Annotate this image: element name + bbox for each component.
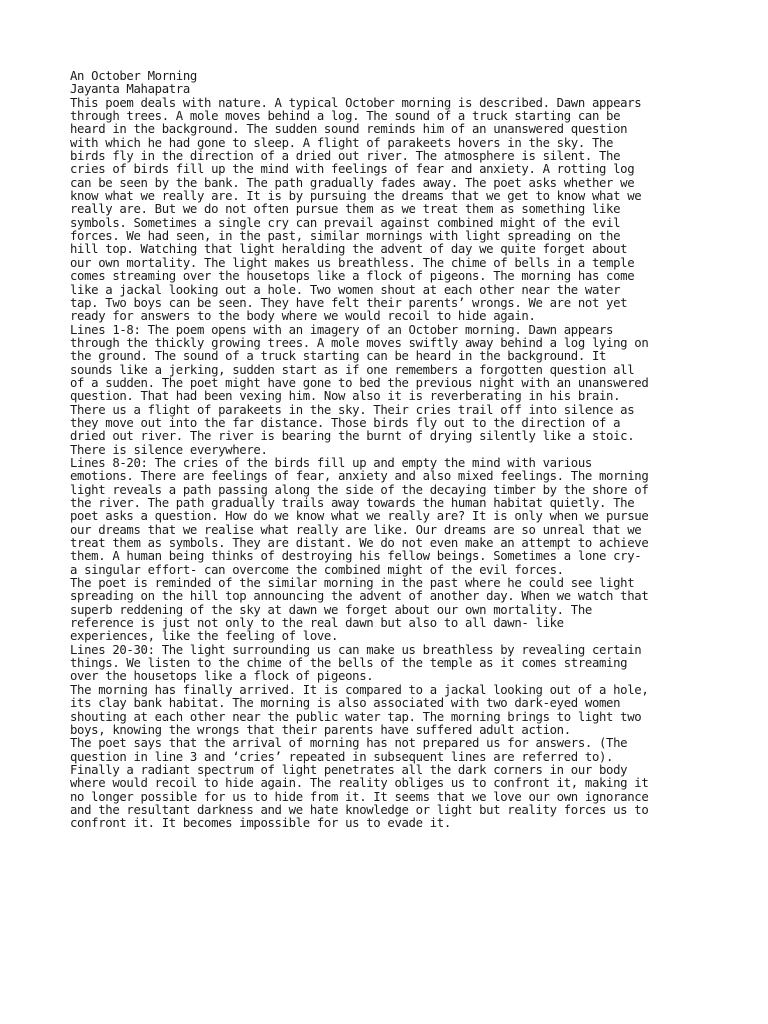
body-text-line: Lines 1-8: The poem opens with an imagery of an October morning. Dawn appears xyxy=(70,322,614,337)
body-text-line: a singular effort- can overcome the combined might of the evil forces. xyxy=(70,562,564,577)
body-text-line: Lines 8-20: The cries of the birds fill up and empty the mind with various xyxy=(70,455,592,470)
document-body xyxy=(70,97,760,831)
body-text-line: tap. Two boys can be seen. They have felt their parents’ wrongs. We are not yet xyxy=(70,295,628,310)
body-text-line: and the resultant darkness and we hate knowledge or light but reality forces us to xyxy=(70,802,649,817)
body-text-line: can be seen by the bank. The path gradually fades away. The poet asks whether we xyxy=(70,175,635,190)
body-text-line: The poet says that the arrival of morning has not prepared us for answers. (The xyxy=(70,736,628,751)
body-text-line: spreading on the hill top announcing the advent of another day. When we watch that xyxy=(70,589,649,604)
body-text-line: question. That had been vexing him. Now also it is reverberating in his brain. xyxy=(70,389,621,404)
body-text-line: experiences, like the feeling of love. xyxy=(70,629,339,644)
body-text-line: forces. We had seen, in the past, similar mornings with light spreading on the xyxy=(70,229,621,244)
body-text-line: the ground. The sound of a truck starting can be heard in the background. It xyxy=(70,349,607,364)
body-text-line: no longer possible for us to hide from it. It seems that we love our own ignorance xyxy=(70,789,649,804)
body-text-line: light reveals a path passing along the side of the decaying timber by the shore of xyxy=(70,482,649,497)
body-text-line: heard in the background. The sudden sound reminds him of an unanswered question xyxy=(70,122,628,137)
body-text-line: birds fly in the direction of a dried out river. The atmosphere is silent. The xyxy=(70,149,621,164)
body-text-line: of a sudden. The poet might have gone to bed the previous night with an unanswered xyxy=(70,375,649,390)
body-text-line: dried out river. The river is bearing the burnt of drying silently like a stoic. xyxy=(70,429,635,444)
body-text-line: its clay bank habitat. The morning is also associated with two dark-eyed women xyxy=(70,696,621,711)
body-text-line: question in line 3 and ‘cries’ repeated in subsequent lines are referred to). xyxy=(70,749,614,764)
body-text-line: things. We listen to the chime of the bells of the temple as it comes streaming xyxy=(70,656,628,671)
body-text-line: There is silence everywhere. xyxy=(70,442,268,457)
body-text-line: really are. But we do not often pursue them as we treat them as something like xyxy=(70,202,621,217)
body-text-line: they move out into the far distance. Those birds fly out to the direction of a xyxy=(70,415,621,430)
body-text-line: emotions. There are feelings of fear, anxiety and also mixed feelings. The morning xyxy=(70,469,649,484)
document-page xyxy=(70,70,760,831)
body-text-line: There us a flight of parakeets in the sky. Their cries trail off into silence as xyxy=(70,402,635,417)
body-text-line: The poet is reminded of the similar morning in the past where he could see light xyxy=(70,576,635,591)
body-text-line: The morning has finally arrived. It is compared to a jackal looking out of a hole, xyxy=(70,682,649,697)
body-text-line: like a jackal looking out a hole. Two women shout at each other near the water xyxy=(70,282,621,297)
body-text-line: reference is just not only to the real dawn but also to all dawn- like xyxy=(70,616,564,631)
body-text-line: through the thickly growing trees. A mole moves swiftly away behind a log lying on xyxy=(70,335,649,350)
body-text-line: where would recoil to hide again. The reality obliges us to confront it, making it xyxy=(70,776,649,791)
body-text-line: poet asks a question. How do we know what we really are? It is only when we pursue xyxy=(70,509,649,524)
body-text-line: This poem deals with nature. A typical October morning is described. Dawn appears xyxy=(70,95,642,110)
document-title: An October Morning xyxy=(70,69,197,83)
document-author: Jayanta Mahapatra xyxy=(70,82,190,97)
body-text-line: know what we really are. It is by pursuing the dreams that we get to know what we xyxy=(70,189,642,204)
body-text-line: confront it. It becomes impossible for us to evade it. xyxy=(70,816,451,831)
body-text-line: with which he had gone to sleep. A flight of parakeets hovers in the sky. The xyxy=(70,135,614,150)
body-text-line: them. A human being thinks of destroying his fellow beings. Sometimes a lone cry- xyxy=(70,549,642,564)
body-text-line: sounds like a jerking, sudden start as if one remembers a forgotten question all xyxy=(70,362,635,377)
body-text-line: boys, knowing the wrongs that their parents have suffered adult action. xyxy=(70,722,571,737)
body-text-line: over the housetops like a flock of pigeons. xyxy=(70,669,374,684)
body-text-line: Lines 20-30: The light surrounding us can make us breathless by revealing certain xyxy=(70,642,642,657)
body-text-line: superb reddening of the sky at dawn we forget about our own mortality. The xyxy=(70,602,592,617)
body-text-line: ready for answers to the body where we would recoil to hide again. xyxy=(70,309,536,324)
body-text-line: symbols. Sometimes a single cry can prevail against combined might of the evil xyxy=(70,215,621,230)
body-text-line: cries of birds fill up the mind with feelings of fear and anxiety. A rotting log xyxy=(70,162,635,177)
body-text-line: treat them as symbols. They are distant. We do not even make an attempt to achieve xyxy=(70,536,649,551)
body-text-line: hill top. Watching that light heralding the advent of day we quite forget about xyxy=(70,242,628,257)
body-text-line: our dreams that we realise what really are like. Our dreams are so unreal that we xyxy=(70,522,642,537)
body-text-line: the river. The path gradually trails away towards the human habitat quietly. The xyxy=(70,496,635,510)
body-text-line: Finally a radiant spectrum of light penetrates all the dark corners in our body xyxy=(70,762,628,777)
body-text-line: through trees. A mole moves behind a log. The sound of a truck starting can be xyxy=(70,109,621,124)
body-text-line: shouting at each other near the public water tap. The morning brings to light two xyxy=(70,709,642,724)
body-text-line: our own mortality. The light makes us breathless. The chime of bells in a temple xyxy=(70,255,635,270)
body-text-line: comes streaming over the housetops like a flock of pigeons. The morning has come xyxy=(70,269,635,284)
